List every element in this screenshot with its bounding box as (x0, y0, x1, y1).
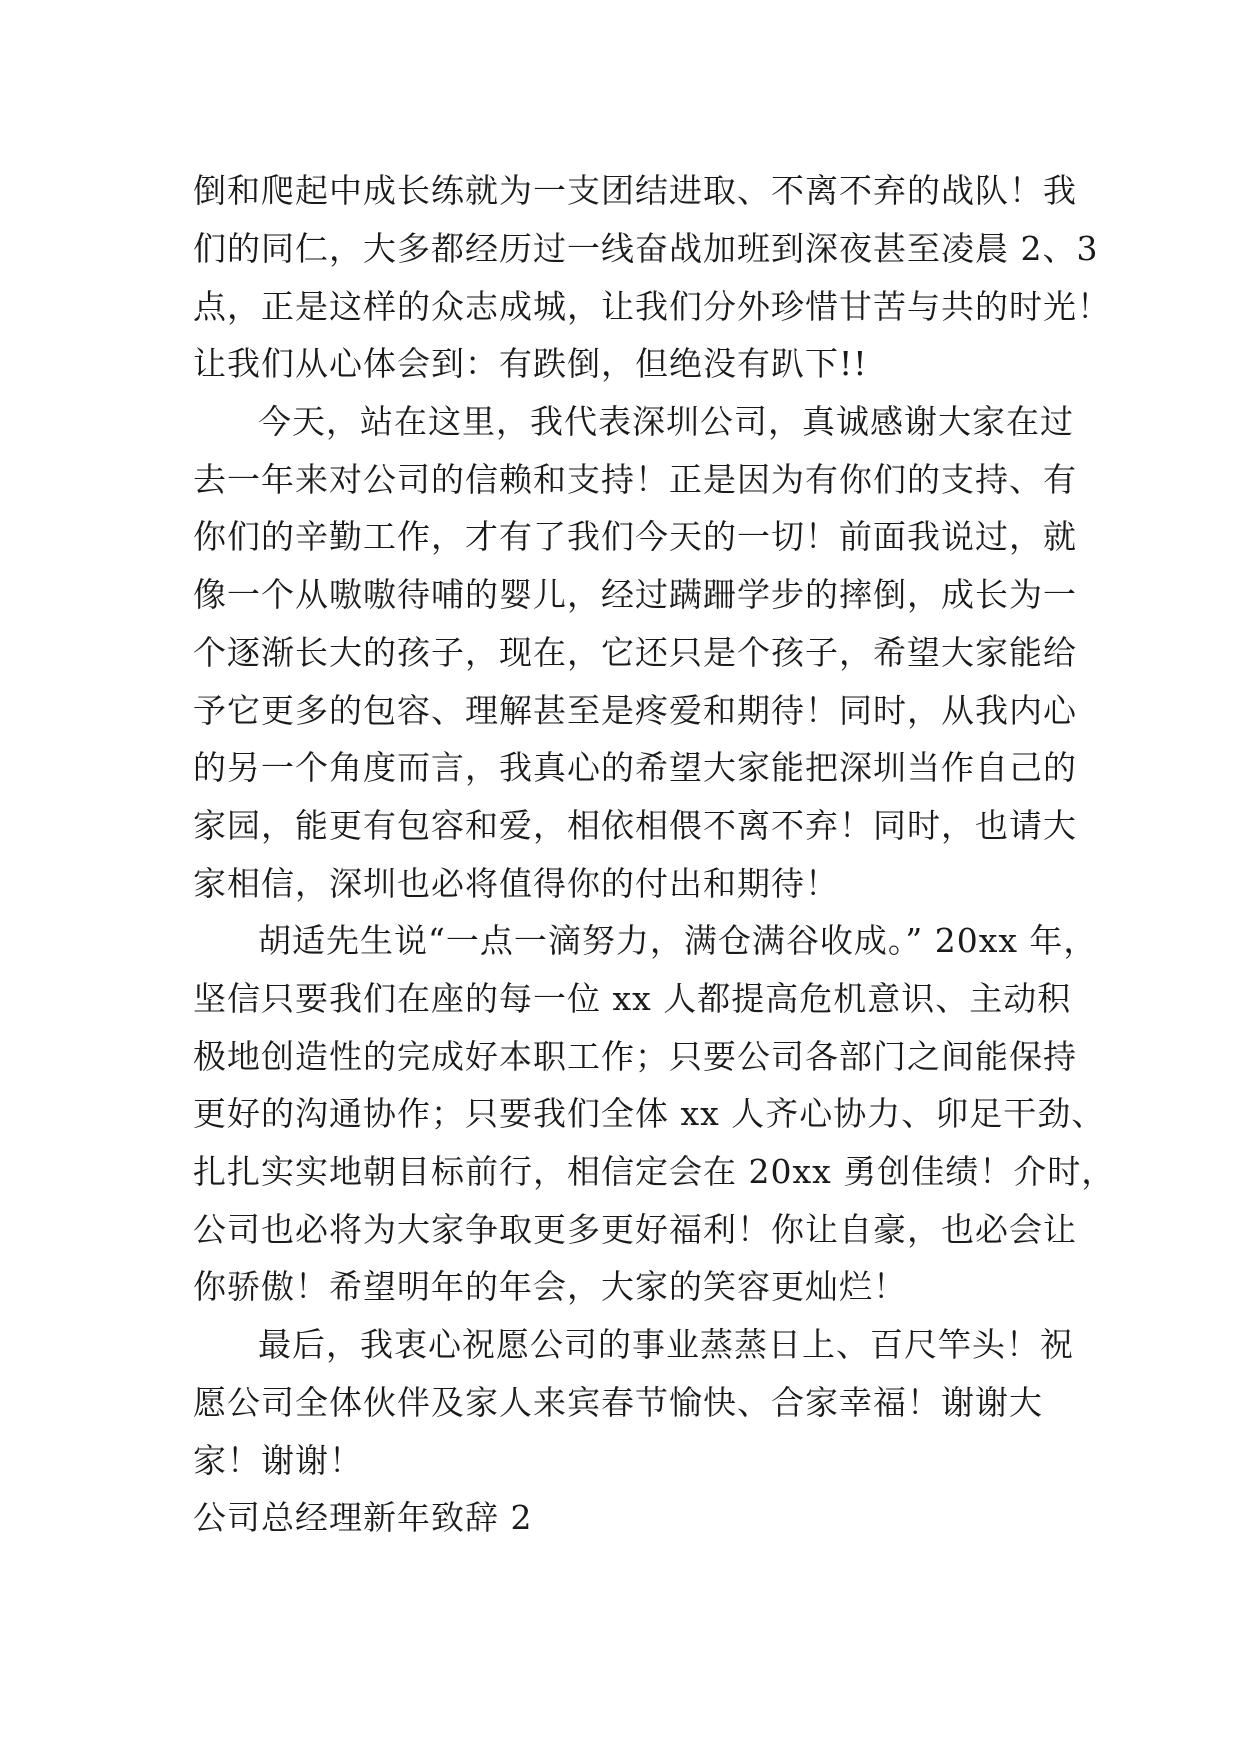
paragraph-line: 今天，站在这里，我代表深圳公司，真诚感谢大家在过 (258, 402, 1074, 441)
section-heading: 公司总经理新年致辞 2 (193, 1498, 533, 1537)
paragraph-line: 们的同仁，大多都经历过一线奋战加班到深夜甚至凌晨 2、3 (193, 229, 1099, 268)
paragraph-line: 极地创造性的完成好本职工作；只要公司各部门之间能保持 (193, 1037, 1077, 1076)
paragraph-line: 点，正是这样的众志成城，让我们分外珍惜甘苦与共的时光！ (193, 287, 1111, 326)
paragraph-line: 你骄傲！希望明年的年会，大家的笑容更灿烂！ (193, 1267, 907, 1306)
paragraph-line: 更好的沟通协作；只要我们全体 xx 人齐心协力、卯足干劲、 (193, 1094, 1106, 1133)
paragraph-line: 最后，我衷心祝愿公司的事业蒸蒸日上、百尺竿头！祝 (258, 1325, 1074, 1364)
paragraph-line: 你们的辛勤工作，才有了我们今天的一切！前面我说过，就 (193, 517, 1077, 556)
paragraph-line: 家！谢谢！ (193, 1441, 363, 1480)
paragraph-line: 愿公司全体伙伴及家人来宾春节愉快、合家幸福！谢谢大 (193, 1383, 1043, 1422)
paragraph-line: 公司也必将为大家争取更多更好福利！你让自豪，也必会让 (193, 1210, 1077, 1249)
paragraph-line: 倒和爬起中成长练就为一支团结进取、不离不弃的战队！我 (193, 171, 1077, 210)
paragraph-line: 的另一个角度而言，我真心的希望大家能把深圳当作自己的 (193, 748, 1077, 787)
paragraph-line: 坚信只要我们在座的每一位 xx 人都提高危机意识、主动积 (193, 979, 1072, 1018)
paragraph-line: 予它更多的包容、理解甚至是疼爱和期待！同时，从我内心 (193, 691, 1077, 730)
paragraph-line: 胡适先生说“一点一滴努力，满仓满谷收成。” 20xx 年， (258, 921, 1098, 960)
paragraph-line: 个逐渐长大的孩子，现在，它还只是个孩子，希望大家能给 (193, 633, 1077, 672)
paragraph-line: 家相信，深圳也必将值得你的付出和期待！ (193, 864, 839, 903)
paragraph-line: 家园，能更有包容和爱，相依相偎不离不弃！同时，也请大 (193, 806, 1077, 845)
paragraph-line: 扎扎实实地朝目标前行，相信定会在 20xx 勇创佳绩！介时， (193, 1152, 1116, 1191)
paragraph-line: 去一年来对公司的信赖和支持！正是因为有你们的支持、有 (193, 460, 1077, 499)
paragraph-line: 像一个从嗷嗷待哺的婴儿，经过蹒跚学步的摔倒，成长为一 (193, 575, 1077, 614)
paragraph-line: 让我们从心体会到：有跌倒，但绝没有趴下!! (193, 344, 868, 383)
